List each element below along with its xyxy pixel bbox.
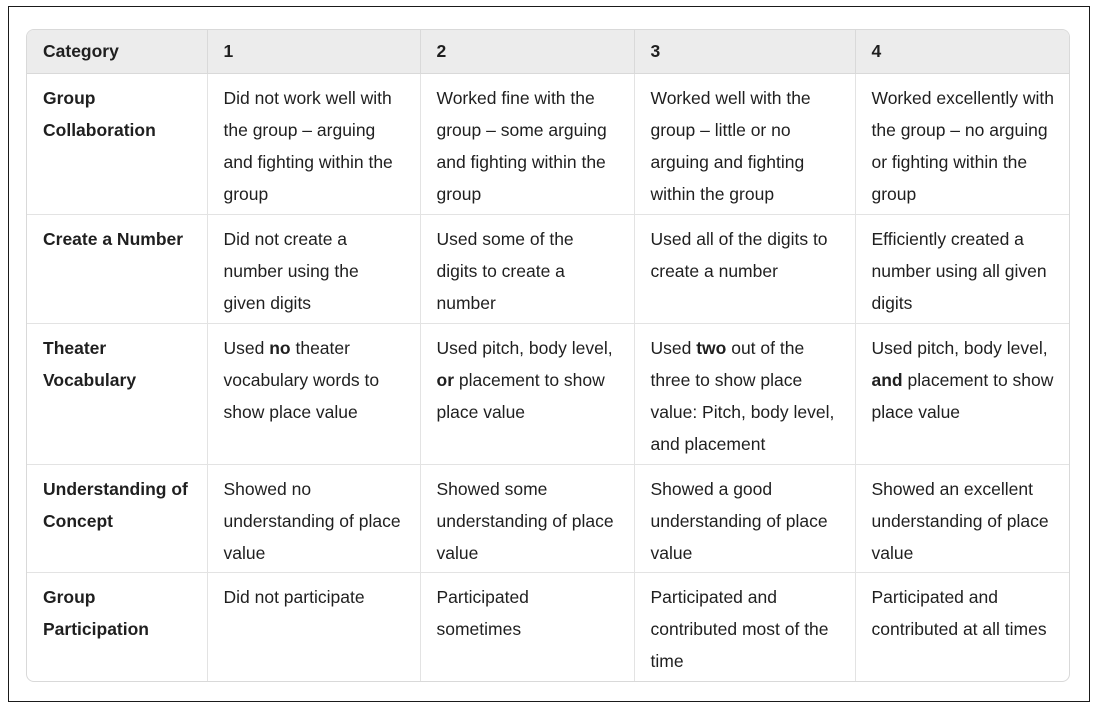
table-cell: Worked fine with the group – some arguing and fighting within the group: [420, 73, 634, 214]
table-cell: [634, 323, 855, 464]
cell-emphasis: two: [696, 337, 727, 358]
row-category: Group Participation: [27, 572, 207, 681]
table-cell: Did not work well with the group – arguing and fighting within the group: [207, 73, 420, 214]
table-cell: [420, 323, 634, 464]
cell-text: out of the three to show place value: Pitch, body level, and placement: [650, 337, 835, 454]
cell-text: placement to show place value: [436, 369, 605, 422]
table-cell: Showed a good understanding of place value: [634, 464, 855, 572]
table-cell: [207, 323, 420, 464]
screenshot-frame: [8, 6, 1090, 702]
table-cell: Participated sometimes: [420, 572, 634, 681]
header-category: Category: [27, 30, 207, 73]
table-row: [27, 323, 1070, 464]
table-row: [27, 572, 1070, 681]
table-cell: Showed an excellent understanding of place value: [855, 464, 1070, 572]
table-row: [27, 73, 1070, 214]
cell-text: Used pitch, body level,: [871, 337, 1048, 358]
rubric-table-container: [26, 29, 1070, 682]
table-cell: Used all of the digits to create a number: [634, 214, 855, 323]
header-score-4: 4: [855, 30, 1070, 73]
table-cell: Used some of the digits to create a number: [420, 214, 634, 323]
table-cell: Participated and contributed at all times: [871, 586, 1047, 639]
cell-text: Used: [223, 337, 270, 358]
table-cell: [855, 323, 1070, 464]
row-category: Theater Vocabulary: [27, 323, 207, 464]
cell-text: theater vocabulary words to show place value: [223, 337, 380, 422]
table-cell: Participated and contributed most of the time: [634, 572, 855, 681]
header-score-3: 3: [634, 30, 855, 73]
table-cell: Did not create a number using the given digits: [207, 214, 420, 323]
table-cell: Showed no understanding of place value: [207, 464, 420, 572]
table-cell: Showed some understanding of place value: [420, 464, 634, 572]
table-cell: Efficiently created a number using all given digits: [855, 214, 1070, 323]
table-row: [27, 464, 1070, 572]
cell-text: Used: [650, 337, 697, 358]
row-category: Create a Number: [27, 214, 207, 323]
table-cell: Did not participate: [207, 572, 420, 681]
table-header-row: [27, 30, 1070, 73]
row-category: Group Collaboration: [27, 73, 207, 214]
cell-text: Used pitch, body level,: [436, 337, 613, 358]
cell-emphasis: or: [436, 369, 454, 390]
cell-text: placement to show place value: [871, 369, 1054, 422]
cell-emphasis: and: [871, 369, 903, 390]
header-score-2: 2: [420, 30, 634, 73]
row-category: Understanding of Concept: [27, 464, 207, 572]
cell-emphasis: no: [269, 337, 291, 358]
header-score-1: 1: [207, 30, 420, 73]
rubric-table: [27, 30, 1070, 681]
table-row: [27, 214, 1070, 323]
table-cell: Worked excellently with the group – no arguing or fighting within the group: [855, 73, 1070, 214]
table-cell: Worked well with the group – little or no arguing and fighting within the group: [634, 73, 855, 214]
